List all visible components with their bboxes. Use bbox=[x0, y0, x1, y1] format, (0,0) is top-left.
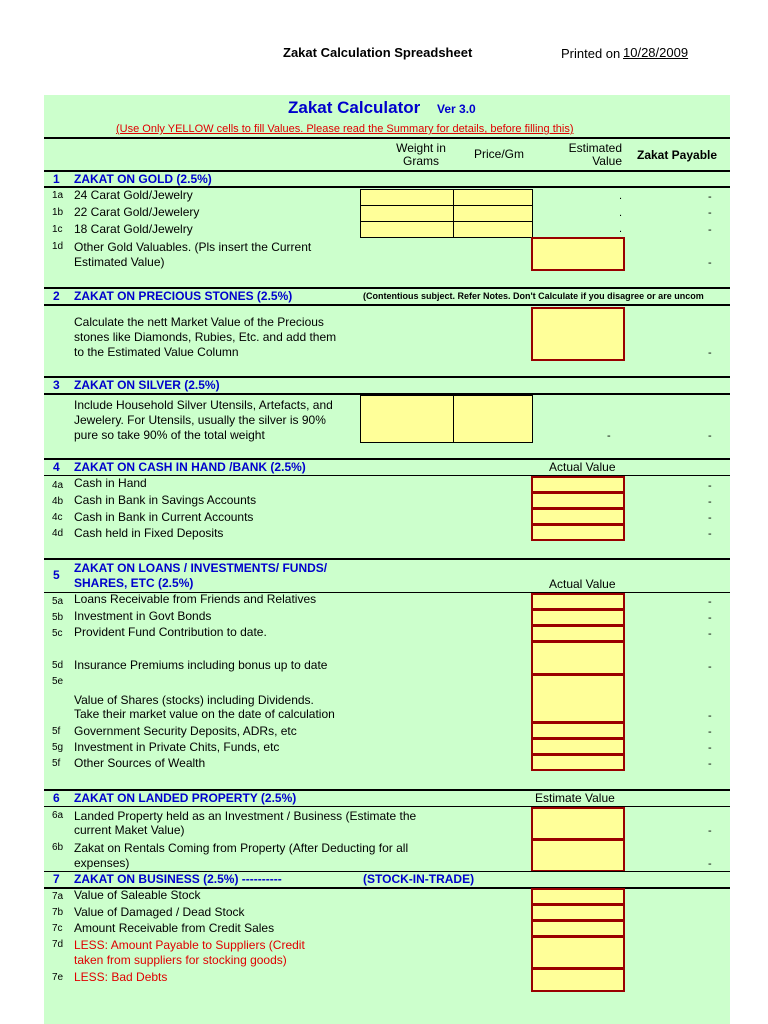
precious-stones-value-input[interactable] bbox=[531, 307, 625, 361]
section-3-number: 3 bbox=[53, 378, 60, 392]
landed-property-input[interactable] bbox=[531, 807, 625, 840]
row-label: LESS: Bad Debts bbox=[74, 970, 168, 984]
silver-instruction-line: pure so take 90% of the total weight bbox=[74, 428, 265, 442]
row-label: Value of Shares (stocks) including Dividends. bbox=[74, 693, 314, 707]
zakat-payable-value: - bbox=[708, 528, 712, 540]
damaged-stock-input[interactable] bbox=[531, 904, 625, 921]
rentals-input[interactable] bbox=[531, 839, 625, 872]
zakat-payable-value: - bbox=[708, 496, 712, 508]
section-5-title: ZAKAT ON LOANS / INVESTMENTS/ FUNDS/ bbox=[74, 561, 328, 575]
row-id: 7d bbox=[52, 939, 64, 950]
row-label: Other Gold Valuables. (Pls insert the Current bbox=[74, 240, 312, 254]
section-2-title: ZAKAT ON PRECIOUS STONES (2.5%) bbox=[74, 289, 293, 303]
row-label: Value of Damaged / Dead Stock bbox=[74, 905, 245, 919]
row-label: Government Security Deposits, ADRs, etc bbox=[74, 724, 297, 738]
calculator-version: Ver 3.0 bbox=[437, 102, 476, 116]
shares-value-input[interactable] bbox=[531, 674, 625, 723]
row-id: 4a bbox=[52, 480, 64, 491]
cash-current-input[interactable] bbox=[531, 508, 625, 525]
row-label: Zakat on Rentals Coming from Property (After Deducting for all bbox=[74, 841, 409, 855]
divider bbox=[44, 137, 730, 139]
row-label: Cash in Hand bbox=[74, 476, 147, 490]
other-gold-value-input[interactable] bbox=[531, 237, 625, 271]
row-id: 1b bbox=[52, 207, 64, 218]
security-deposits-input[interactable] bbox=[531, 722, 625, 739]
col-weight-line2: Grams bbox=[403, 154, 439, 168]
section-5-title-continued: SHARES, ETC (2.5%) bbox=[74, 576, 194, 590]
bad-debts-input[interactable] bbox=[531, 968, 625, 992]
gold-24k-weight-input[interactable] bbox=[360, 189, 454, 206]
insurance-premiums-input[interactable] bbox=[531, 641, 625, 675]
section-5-number: 5 bbox=[53, 568, 60, 582]
zakat-payable-value: - bbox=[708, 430, 712, 442]
govt-bonds-input[interactable] bbox=[531, 609, 625, 626]
loans-receivable-input[interactable] bbox=[531, 593, 625, 610]
section-7-number: 7 bbox=[53, 872, 60, 886]
other-wealth-input[interactable] bbox=[531, 754, 625, 771]
section-4-title: ZAKAT ON CASH IN HAND /BANK (2.5%) bbox=[74, 460, 306, 474]
row-label: Landed Property held as an Investment / Business (Estimate the bbox=[74, 809, 417, 823]
provident-fund-input[interactable] bbox=[531, 625, 625, 642]
payable-suppliers-input[interactable] bbox=[531, 936, 625, 969]
silver-instruction-line: Include Household Silver Utensils, Artefacts, and bbox=[74, 398, 333, 412]
divider bbox=[44, 475, 730, 476]
gold-24k-price-input[interactable] bbox=[453, 189, 533, 206]
row-label-continued: expenses) bbox=[74, 856, 130, 870]
row-id: 4c bbox=[52, 512, 63, 523]
row-label: Loans Receivable from Friends and Relatives bbox=[74, 592, 317, 606]
row-id: 5f bbox=[52, 758, 61, 769]
section-7-title: ZAKAT ON BUSINESS (2.5%) ---------- bbox=[74, 872, 282, 886]
zakat-payable-value: - bbox=[708, 710, 712, 722]
row-label: Cash in Bank in Current Accounts bbox=[74, 510, 254, 524]
zakat-payable-value: - bbox=[708, 758, 712, 770]
printed-date: 10/28/2009 bbox=[623, 45, 689, 60]
section-4-number: 4 bbox=[53, 460, 60, 474]
estimated-value: . bbox=[619, 190, 623, 202]
fixed-deposits-input[interactable] bbox=[531, 524, 625, 541]
zakat-payable-value: - bbox=[708, 257, 712, 269]
zakat-payable-value: - bbox=[708, 347, 712, 359]
silver-weight-input[interactable] bbox=[360, 395, 454, 443]
section-1-title: ZAKAT ON GOLD (2.5%) bbox=[74, 172, 212, 186]
row-label-continued: Take their market value on the date of calculation bbox=[74, 707, 335, 721]
divider bbox=[44, 304, 730, 306]
row-label: Cash held in Fixed Deposits bbox=[74, 526, 224, 540]
zakat-payable-value: - bbox=[708, 825, 712, 837]
stones-instruction-line: to the Estimated Value Column bbox=[74, 345, 239, 359]
row-id: 7c bbox=[52, 923, 63, 934]
estimate-value-label: Estimate Value bbox=[535, 791, 615, 805]
estimated-value: . bbox=[619, 223, 623, 235]
row-id: 7a bbox=[52, 891, 64, 902]
zakat-payable-value: - bbox=[708, 628, 712, 640]
zakat-payable-value: - bbox=[708, 191, 712, 203]
row-label: Cash in Bank in Savings Accounts bbox=[74, 493, 257, 507]
row-id: 4d bbox=[52, 528, 64, 539]
actual-value-label: Actual Value bbox=[549, 577, 616, 591]
actual-value-label: Actual Value bbox=[549, 460, 616, 474]
row-id: 7e bbox=[52, 972, 64, 983]
instruction-text: (Use Only YELLOW cells to fill Values. Please read the Summary for details, before filling this) bbox=[116, 123, 574, 135]
row-label: 24 Carat Gold/Jewelry bbox=[74, 188, 193, 202]
row-label: Provident Fund Contribution to date. bbox=[74, 625, 267, 639]
silver-price-input[interactable] bbox=[453, 395, 533, 443]
row-id: 1c bbox=[52, 224, 63, 235]
stones-instruction-line: stones like Diamonds, Rubies, Etc. and add them bbox=[74, 330, 337, 344]
row-label: 22 Carat Gold/Jewelery bbox=[74, 205, 200, 219]
zakat-payable-value: - bbox=[708, 207, 712, 219]
row-id: 1a bbox=[52, 190, 64, 201]
zakat-payable-value: - bbox=[708, 742, 712, 754]
row-id: 5a bbox=[52, 596, 64, 607]
zakat-payable-value: - bbox=[708, 612, 712, 624]
col-price: Price/Gm bbox=[474, 147, 525, 161]
section-3-title: ZAKAT ON SILVER (2.5%) bbox=[74, 378, 220, 392]
col-estimated-line2: Value bbox=[592, 154, 622, 168]
gold-18k-weight-input[interactable] bbox=[360, 221, 454, 238]
section-6-number: 6 bbox=[53, 791, 60, 805]
section-2-note: (Contentious subject. Refer Notes. Don't Calculate if you disagree or are uncom bbox=[363, 291, 704, 301]
zakat-calculator-sheet bbox=[44, 95, 730, 1024]
row-id: 1d bbox=[52, 241, 64, 252]
section-1-number: 1 bbox=[53, 172, 60, 186]
divider bbox=[44, 558, 730, 560]
zakat-payable-value: - bbox=[708, 596, 712, 608]
section-7-subtitle: (STOCK-IN-TRADE) bbox=[363, 872, 475, 886]
estimated-value: - bbox=[607, 430, 611, 442]
estimated-value: . bbox=[619, 207, 623, 219]
zakat-payable-value: - bbox=[708, 661, 712, 673]
row-label: Insurance Premiums including bonus up to date bbox=[74, 658, 328, 672]
zakat-payable-value: - bbox=[708, 224, 712, 236]
gold-18k-price-input[interactable] bbox=[453, 221, 533, 238]
row-id: 5g bbox=[52, 742, 64, 753]
section-6-title: ZAKAT ON LANDED PROPERTY (2.5%) bbox=[74, 791, 297, 805]
row-label: Investment in Govt Bonds bbox=[74, 609, 212, 623]
row-id: 5f bbox=[52, 726, 61, 737]
row-id: 5c bbox=[52, 628, 63, 639]
section-2-number: 2 bbox=[53, 289, 60, 303]
calculator-title: Zakat Calculator bbox=[288, 98, 421, 117]
row-label: Other Sources of Wealth bbox=[74, 756, 206, 770]
row-label: Amount Receivable from Credit Sales bbox=[74, 921, 275, 935]
saleable-stock-input[interactable] bbox=[531, 888, 625, 905]
row-label-continued: taken from suppliers for stocking goods) bbox=[74, 953, 287, 967]
credit-sales-input[interactable] bbox=[531, 920, 625, 937]
private-chits-input[interactable] bbox=[531, 738, 625, 755]
gold-22k-weight-input[interactable] bbox=[360, 205, 454, 222]
row-label: LESS: Amount Payable to Suppliers (Credit bbox=[74, 938, 305, 952]
zakat-payable-value: - bbox=[708, 512, 712, 524]
document-title: Zakat Calculation Spreadsheet bbox=[283, 45, 473, 60]
row-id: 4b bbox=[52, 496, 64, 507]
row-id: 6a bbox=[52, 810, 64, 821]
silver-instruction-line: Jewelery. For Utensils, usually the silver is 90% bbox=[74, 413, 326, 427]
row-label-continued: current Maket Value) bbox=[74, 823, 185, 837]
row-id: 7b bbox=[52, 907, 64, 918]
zakat-payable-value: - bbox=[708, 726, 712, 738]
stones-instruction-line: Calculate the nett Market Value of the Precious bbox=[74, 315, 324, 329]
row-id: 5d bbox=[52, 660, 64, 671]
printed-on-label: Printed on bbox=[561, 46, 621, 61]
col-weight-line1: Weight in bbox=[396, 141, 446, 155]
col-zakat-payable: Zakat Payable bbox=[637, 148, 718, 162]
col-estimated-line1: Estimated bbox=[568, 141, 622, 155]
row-id: 5b bbox=[52, 612, 64, 623]
zakat-payable-value: - bbox=[708, 858, 712, 870]
row-label: Investment in Private Chits, Funds, etc bbox=[74, 740, 280, 754]
row-label: 18 Carat Gold/Jewelry bbox=[74, 222, 193, 236]
zakat-payable-value: - bbox=[708, 480, 712, 492]
row-label-continued: Estimated Value) bbox=[74, 255, 165, 269]
row-id: 5e bbox=[52, 676, 64, 687]
row-id: 6b bbox=[52, 842, 64, 853]
gold-22k-price-input[interactable] bbox=[453, 205, 533, 222]
row-label: Value of Saleable Stock bbox=[74, 888, 201, 902]
divider bbox=[44, 806, 730, 807]
cash-in-hand-input[interactable] bbox=[531, 476, 625, 493]
cash-savings-input[interactable] bbox=[531, 492, 625, 509]
